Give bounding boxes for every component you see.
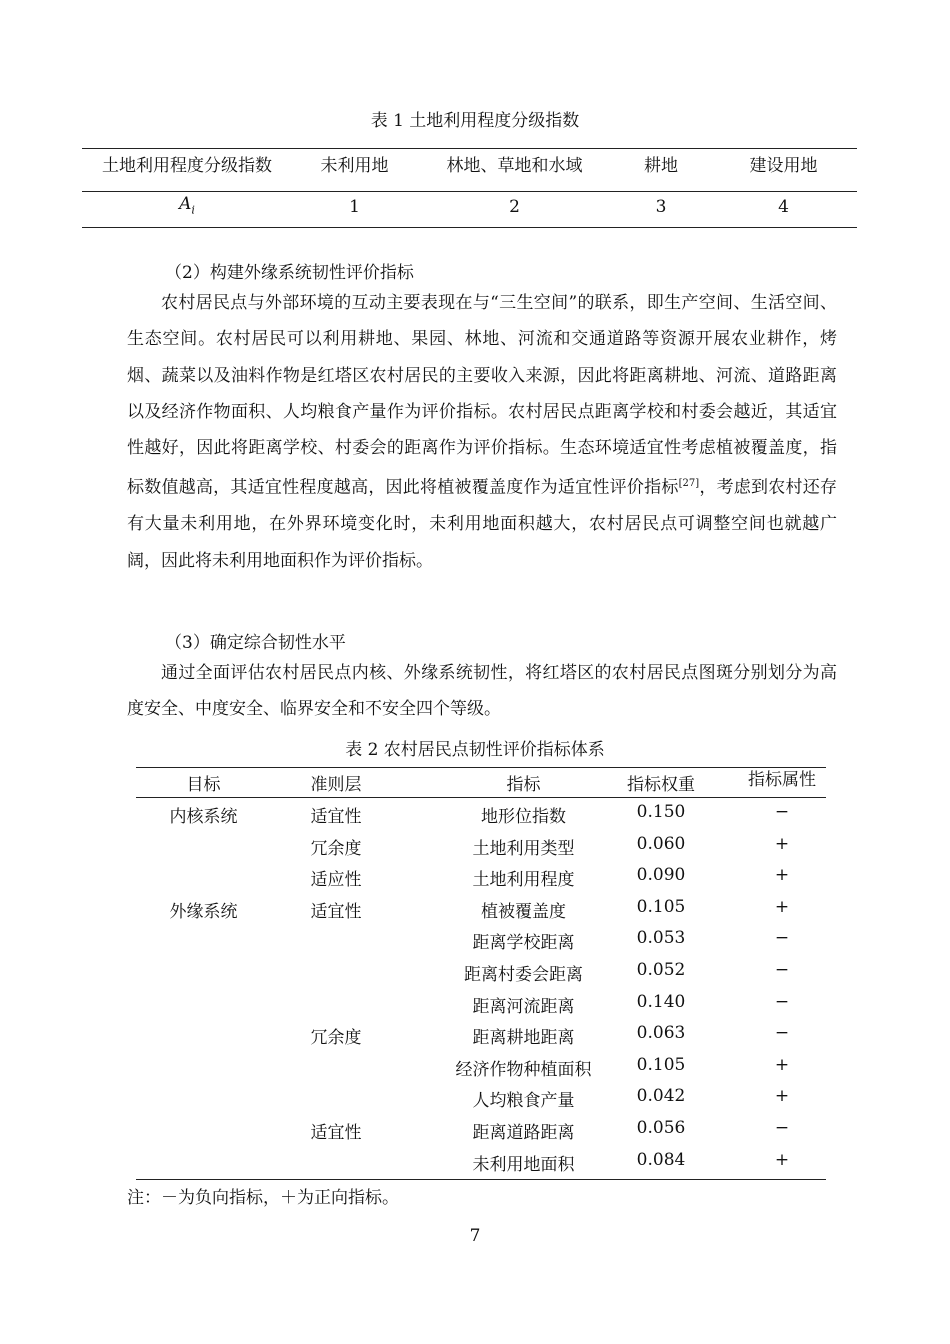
table2-header-attr: 指标属性: [748, 770, 816, 790]
section2-text-b: ，考虑到农村还存有大量未利用地，在外界环境变化时，未利用地面积越大，农村居民点可调整空间也就越广阔，因此将未利用地面积作为评价指标。: [127, 478, 838, 571]
table1-top-rule: [82, 148, 857, 149]
table2-cell-attr: −: [774, 802, 790, 822]
table2-cell-weight: 0.053: [636, 928, 686, 949]
table2-cell-indicator: 土地利用类型: [472, 838, 575, 859]
table2-caption: 表 2 农村居民点韧性评价指标体系: [345, 740, 605, 760]
table2-header-rule: [136, 797, 826, 798]
table2-cell-weight: 0.105: [636, 1054, 686, 1075]
table2-header-weight: 指标权重: [627, 775, 695, 795]
table2-top-rule: [136, 767, 826, 768]
table1-row-label-main: A: [179, 194, 192, 214]
table2-cell-attr: −: [774, 960, 790, 980]
table2-header-indicator: 指标: [506, 775, 541, 795]
table1-mid-rule: [82, 191, 857, 192]
section2-text-a: 农村居民点与外部环境的互动主要表现在与“三生空间”的联系，即生产空间、生活空间、生态空间。农村居民可以利用耕地、果园、林地、河流和交通道路等资源开展农业耕作，烤烟、蔬菜以及油料作物是红塔区农村居民的主要收入来源，因此将距离耕地、河流、道路距离以及经济作物面积、人均粮食产量作为评价指标。农村居民点距离学校和村委会越近，其适宜性越好，因此将距离学校、村委会的距离作为评价指标。生态环境适宜性考虑植被覆盖度，指标数值越高，其适宜性程度越高，因此将植被覆盖度作为适宜性评价指标: [127, 293, 837, 499]
section2-citation: [27]: [678, 478, 700, 490]
table2-cell-criterion: 冗余度: [310, 1028, 362, 1049]
table2-header-criterion: 准则层: [310, 775, 362, 795]
table2-cell-indicator: 距离河流距离: [472, 996, 575, 1017]
table2-cell-attr: −: [774, 1118, 790, 1138]
table2-cell-attr: +: [774, 833, 790, 854]
table2-cell-criterion: 适应性: [310, 870, 362, 891]
table1-row-label-sub: i: [191, 203, 195, 217]
table2-cell-indicator: 未利用地面积: [472, 1154, 575, 1175]
table2-cell-indicator: 距离学校距离: [472, 933, 575, 954]
table2-cell-indicator: 距离道路距离: [472, 1123, 575, 1143]
table2-cell-attr: −: [774, 991, 790, 1012]
table2-cell-attr: +: [774, 896, 790, 917]
table2-cell-weight: 0.056: [636, 1118, 686, 1138]
table1-header-0: 土地利用程度分级指数: [102, 156, 272, 176]
table2-cell-weight: 0.090: [636, 865, 686, 886]
table2-cell-criterion: 适宜性: [310, 1123, 362, 1143]
table2-cell-attr: −: [774, 928, 790, 949]
table2-note: 注：－为负向指标，＋为正向指标。: [127, 1188, 399, 1208]
table2-cell-criterion: 适宜性: [310, 901, 362, 922]
table2-cell-indicator: 经济作物种植面积: [455, 1059, 592, 1080]
table2-cell-weight: 0.052: [636, 960, 686, 980]
table1-value-3: 3: [655, 197, 667, 217]
table2-cell-weight: 0.084: [636, 1149, 686, 1170]
table2-cell-weight: 0.150: [636, 802, 686, 822]
table2-cell-attr: +: [774, 865, 790, 886]
section3-paragraph: 通过全面评估农村居民点内核、外缘系统韧性，将红塔区的农村居民点图斑分别划分为高度安全、中度安全、临界安全和不安全四个等级。: [127, 663, 837, 720]
table1-header-2: 林地、草地和水域: [446, 156, 583, 176]
section2-heading: （2）构建外缘系统韧性评价指标: [165, 263, 414, 283]
table1-caption: 表 1 土地利用程度分级指数: [370, 111, 580, 131]
table2-cell-indicator: 地形位指数: [481, 807, 566, 827]
table2-cell-weight: 0.060: [636, 833, 686, 854]
table2-cell-weight: 0.140: [636, 991, 686, 1012]
table2-cell-criterion: 适宜性: [310, 807, 362, 827]
table2-cell-indicator: 距离耕地距离: [472, 1028, 575, 1049]
table2-cell-attr: +: [774, 1149, 790, 1170]
section3-heading: （3）确定综合韧性水平: [165, 633, 346, 653]
table2-cell-indicator: 人均粮食产量: [472, 1091, 575, 1112]
table2-bottom-rule: [136, 1179, 826, 1180]
table1-row-label: [82, 194, 292, 216]
table2-cell-attr: +: [774, 1054, 790, 1075]
table2-cell-weight: 0.063: [636, 1023, 686, 1044]
table1-value-2: 2: [509, 197, 520, 217]
table2-cell-indicator: 土地利用程度: [472, 870, 575, 891]
table2-cell-weight: 0.042: [636, 1086, 686, 1107]
table2-cell-criterion: 冗余度: [310, 838, 362, 859]
table1-header-3: 耕地: [644, 156, 678, 176]
table2-cell-target: 外缘系统: [169, 901, 238, 922]
table1-value-4: 4: [778, 197, 789, 217]
table2-cell-attr: −: [774, 1023, 790, 1044]
section2-paragraph: [127, 285, 837, 579]
page-number: 7: [469, 1226, 481, 1246]
table2-cell-attr: +: [774, 1086, 790, 1107]
table2-cell-indicator: 距离村委会距离: [464, 965, 583, 985]
table2-header-target: 目标: [186, 775, 221, 795]
table2-cell-weight: 0.105: [636, 896, 686, 917]
table2-cell-target: 内核系统: [169, 807, 238, 827]
table1-header-1: 未利用地: [320, 156, 389, 176]
table1-value-1: 1: [349, 197, 360, 217]
table1-header-4: 建设用地: [749, 156, 818, 176]
table1-bottom-rule: [82, 227, 857, 228]
table2-cell-indicator: 植被覆盖度: [481, 901, 566, 922]
